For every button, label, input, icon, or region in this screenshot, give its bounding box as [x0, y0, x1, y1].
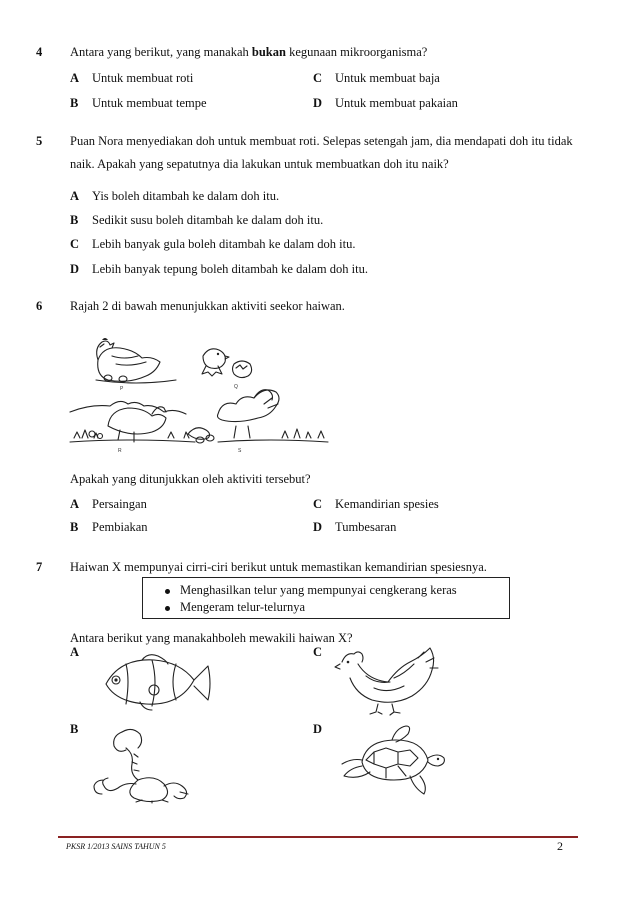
option-text[interactable]: Sedikit susu boleh ditambah ke dalam doh itu.	[92, 213, 324, 227]
option-letter: B	[70, 213, 79, 227]
stem-text: Antara yang berikut, yang manakah	[70, 45, 252, 59]
question-stem: naik. Apakah yang sepatutnya dia lakukan untuk membuatkan doh itu naik?	[70, 157, 449, 171]
option-text[interactable]: Kemandirian spesies	[335, 497, 439, 511]
option-text[interactable]: Untuk membuat pakaian	[335, 96, 458, 110]
hen-illustration[interactable]	[334, 648, 442, 716]
option-letter: B	[70, 96, 79, 110]
hen-brooding-illustration	[96, 338, 176, 383]
features-box	[142, 577, 510, 619]
bullet-icon	[165, 589, 170, 594]
option-text[interactable]: Pembiakan	[92, 520, 148, 534]
option-text[interactable]: Untuk membuat baja	[335, 71, 440, 85]
option-letter: B	[70, 520, 79, 534]
option-text[interactable]: Persaingan	[92, 497, 147, 511]
option-letter[interactable]: A	[70, 645, 80, 659]
sub-question: Antara berikut yang manakahboleh mewakili haiwan X?	[70, 631, 353, 645]
label-q: Q	[234, 384, 238, 390]
footer-divider	[58, 836, 578, 838]
option-letter: C	[313, 71, 323, 85]
option-letter[interactable]: B	[70, 722, 79, 736]
option-letter: D	[70, 262, 80, 276]
stem-emphasis: bukan	[251, 45, 286, 59]
chick-hatching-illustration	[202, 349, 252, 378]
label-s: S	[238, 448, 242, 454]
question-stem: Puan Nora menyediakan doh untuk membuat roti. Selepas setengah jam, dia mendapati doh itu tidak	[70, 134, 573, 148]
option-letter[interactable]: C	[313, 645, 323, 659]
turtle-illustration[interactable]	[338, 722, 450, 798]
option-letter[interactable]: D	[313, 722, 323, 736]
option-letter: A	[70, 71, 80, 85]
feature-text: Menghasilkan telur yang mempunyai cengkerang keras	[180, 583, 457, 597]
label-r: R	[118, 448, 122, 454]
question-stem: Rajah 2 di bawah menunjukkan aktiviti seekor haiwan.	[70, 299, 345, 313]
question-number: 4	[36, 45, 43, 59]
hen-activity-diagram	[68, 330, 343, 455]
question-number: 7	[36, 560, 43, 574]
option-letter: A	[70, 497, 80, 511]
option-letter: A	[70, 189, 80, 203]
option-letter: D	[313, 96, 323, 110]
page-number: 2	[557, 839, 563, 853]
hen-with-chicks-illustration	[70, 401, 195, 442]
option-letter: C	[70, 237, 80, 251]
clownfish-illustration[interactable]	[96, 652, 214, 714]
option-letter: D	[313, 520, 323, 534]
feature-item	[165, 583, 457, 598]
option-text[interactable]: Yis boleh ditambah ke dalam doh itu.	[92, 189, 280, 203]
question-stem: Haiwan X mempunyai cirri-ciri berikut untuk memastikan kemandirian spesiesnya.	[70, 560, 487, 574]
feature-text: Mengeram telur-telurnya	[180, 600, 306, 614]
question-stem	[70, 45, 427, 60]
label-p: P	[120, 386, 124, 392]
footer-text: PKSR 1/2013 SAINS TAHUN 5	[66, 842, 166, 851]
option-text[interactable]: Untuk membuat tempe	[92, 96, 207, 110]
sub-question: Apakah yang ditunjukkan oleh aktiviti tersebut?	[70, 472, 311, 486]
feature-item	[165, 600, 305, 615]
option-letter: C	[313, 497, 323, 511]
hen-defending-illustration	[188, 390, 328, 443]
option-text[interactable]: Untuk membuat roti	[92, 71, 194, 85]
question-number: 5	[36, 134, 43, 148]
stem-text: kegunaan mikroorganisma?	[285, 45, 428, 59]
option-text[interactable]: Tumbesaran	[335, 520, 397, 534]
bullet-icon	[165, 606, 170, 611]
option-text[interactable]: Lebih banyak tepung boleh ditambah ke dalam doh itu.	[92, 262, 368, 276]
scorpion-illustration[interactable]	[92, 724, 194, 802]
question-number: 6	[36, 299, 43, 313]
option-text[interactable]: Lebih banyak gula boleh ditambah ke dalam doh itu.	[92, 237, 356, 251]
